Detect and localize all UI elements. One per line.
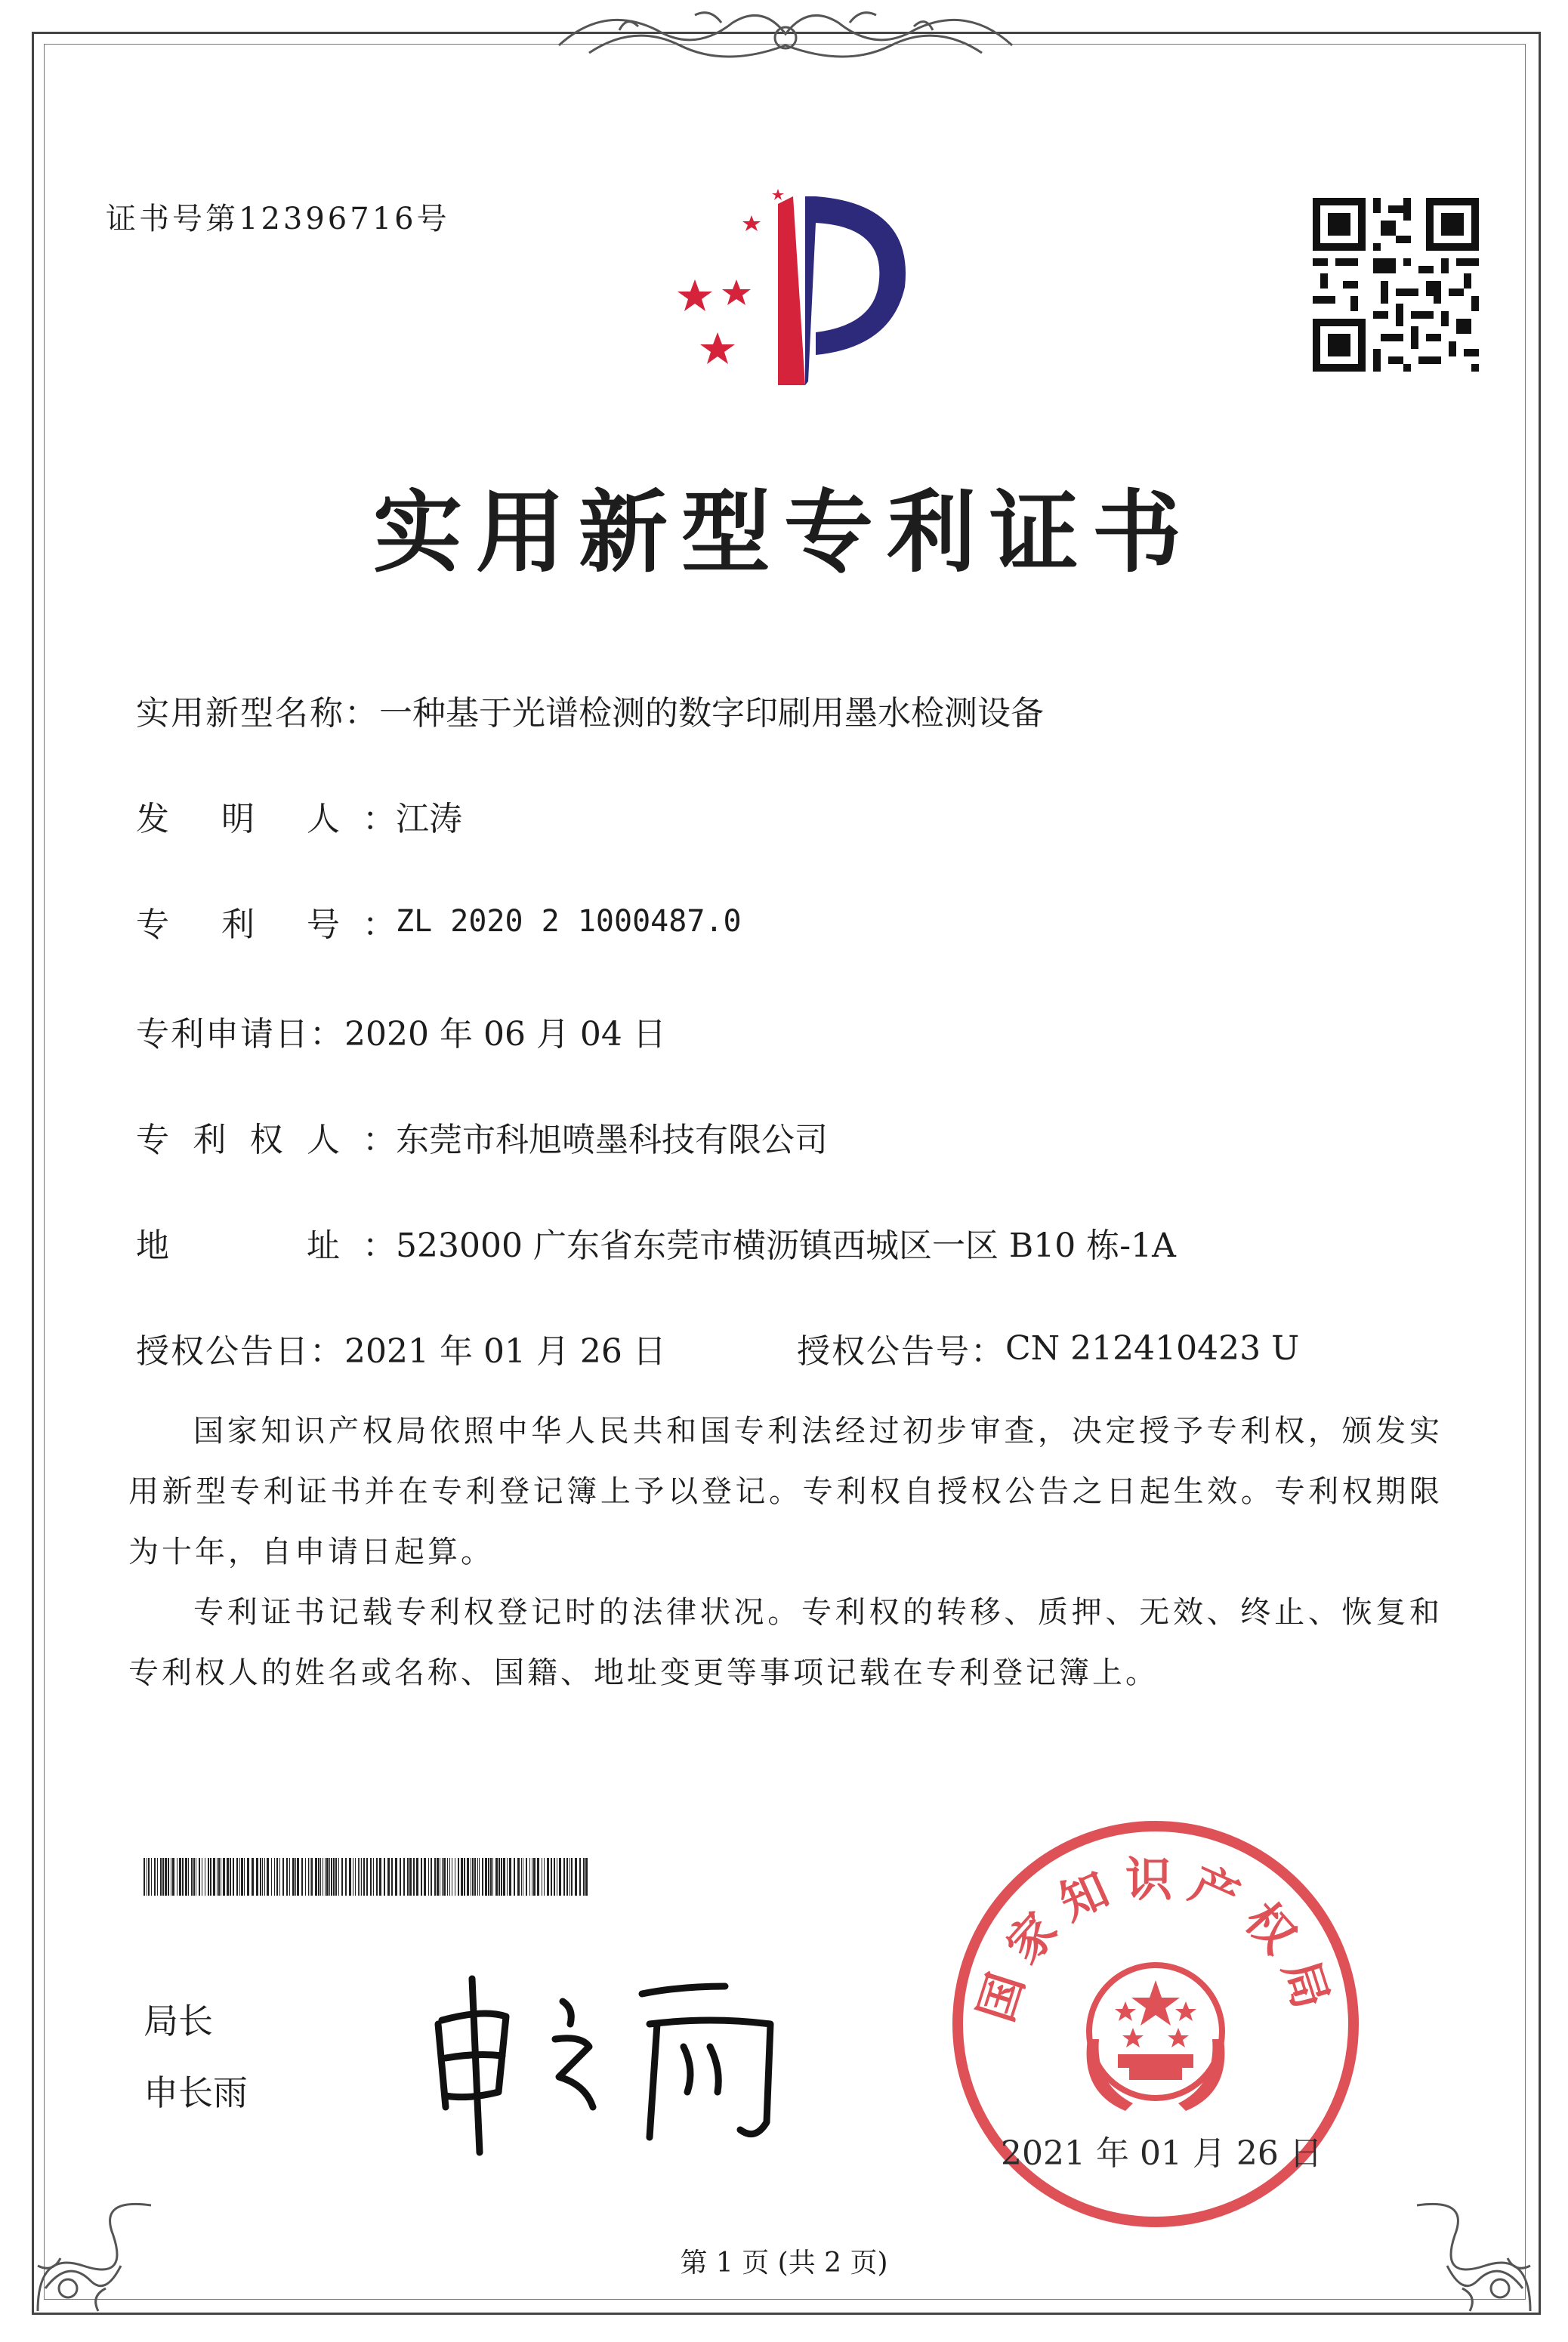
barcode-bar xyxy=(472,1858,474,1896)
barcode-bar xyxy=(529,1858,530,1896)
barcode-bar xyxy=(409,1858,412,1896)
barcode-bar xyxy=(331,1858,332,1896)
field-patentee xyxy=(136,1114,828,1159)
field-label xyxy=(136,1218,363,1267)
barcode-bar xyxy=(507,1858,508,1896)
barcode-bar xyxy=(373,1858,374,1896)
barcode-bar xyxy=(363,1858,365,1896)
barcode-bar xyxy=(208,1858,209,1896)
barcode-bar xyxy=(308,1858,309,1896)
seal-date: 2021 年 01 月 26 日 xyxy=(1001,2134,1323,2173)
barcode-bar xyxy=(241,1858,243,1896)
barcode-bar xyxy=(443,1858,446,1896)
barcode-bar xyxy=(434,1858,436,1896)
field-value-inventor: 江涛 xyxy=(396,800,462,838)
field-value-application-date: 2020 年 06 月 04 日 xyxy=(344,1015,666,1054)
label-colon: ： xyxy=(363,1121,396,1159)
label-char: 人 xyxy=(307,800,340,838)
barcode-bar xyxy=(244,1858,245,1896)
barcode-bar xyxy=(236,1858,238,1896)
label-colon: ： xyxy=(363,906,396,944)
barcode-bar xyxy=(533,1858,536,1896)
barcode-bar xyxy=(544,1858,545,1896)
barcode-bar xyxy=(579,1858,581,1896)
barcode-bar xyxy=(490,1858,492,1896)
label-char: 专 xyxy=(136,1121,169,1159)
barcode-bar xyxy=(384,1858,385,1896)
barcode-bar xyxy=(416,1858,418,1896)
barcode-bar xyxy=(391,1858,393,1896)
barcode-bar xyxy=(326,1858,329,1896)
label-colon: ： xyxy=(363,1227,396,1265)
barcode-bar xyxy=(267,1858,269,1896)
barcode-bar xyxy=(168,1858,169,1896)
barcode-bar xyxy=(193,1858,195,1896)
barcode-bar xyxy=(292,1858,295,1896)
barcode-bar xyxy=(239,1858,240,1896)
barcode-bar xyxy=(458,1858,459,1896)
barcode-bar xyxy=(191,1858,193,1896)
barcode-bar xyxy=(182,1858,184,1896)
field-patent-number xyxy=(136,899,742,944)
barcode-bar xyxy=(315,1858,317,1896)
field-value-patentee: 东莞市科旭喷墨科技有限公司 xyxy=(396,1121,828,1159)
barcode-bar xyxy=(437,1858,439,1896)
barcode-bar xyxy=(297,1858,299,1896)
bureau-title: 局长 xyxy=(144,2001,213,2041)
certificate-title: 实用新型专利证书 xyxy=(372,480,1195,585)
barcode-bar xyxy=(474,1858,476,1896)
barcode-bar xyxy=(345,1858,347,1896)
barcode-bar xyxy=(320,1858,321,1896)
barcode-bar xyxy=(482,1858,483,1896)
barcode-bar xyxy=(569,1858,570,1896)
barcode-bar xyxy=(260,1858,261,1896)
field-value-utility-model-name: 一种基于光谱检测的数字印刷用墨水检测设备 xyxy=(379,694,1044,733)
field-grant-announcement-number xyxy=(797,1325,1299,1371)
barcode-bar xyxy=(247,1858,249,1896)
barcode-bar xyxy=(358,1858,359,1896)
barcode-bar xyxy=(295,1858,296,1896)
barcode-bar xyxy=(431,1858,432,1896)
barcode-bar xyxy=(514,1858,515,1896)
bureau-name: 申长雨 xyxy=(144,2072,248,2113)
barcode-bar xyxy=(376,1858,378,1896)
barcode-bar xyxy=(311,1858,313,1896)
barcode-bar xyxy=(449,1858,450,1896)
barcode-bar xyxy=(165,1858,167,1896)
barcode-bar xyxy=(537,1858,539,1896)
patent-logo-icon xyxy=(665,181,921,393)
barcode-bar xyxy=(526,1858,527,1896)
barcode-bar xyxy=(442,1858,443,1896)
barcode-bar xyxy=(503,1858,505,1896)
field-inventor xyxy=(136,793,462,838)
statement-paragraph: 国家知识产权局依照中华人民共和国专利法经过初步审查，决定授予专利权，颁发实用新型专利证书并在专利登记簿上予以登记。专利权自授权公告之日起生效。专利权期限为十年，自申请日起算。 xyxy=(128,1414,1443,1569)
barcode-bar xyxy=(498,1858,500,1896)
barcode-bar xyxy=(160,1858,162,1896)
barcode-bar xyxy=(571,1858,573,1896)
barcode-bar xyxy=(495,1858,498,1896)
barcode-bar xyxy=(566,1858,568,1896)
barcode-bar xyxy=(379,1858,381,1896)
page-indicator: 第 1 页 (共 2 页) xyxy=(680,2248,888,2279)
barcode-bar xyxy=(407,1858,409,1896)
barcode-bar xyxy=(400,1858,401,1896)
barcode-bar xyxy=(286,1858,288,1896)
field-label: 实用新型名称： xyxy=(136,694,379,733)
barcode-bar xyxy=(305,1858,306,1896)
barcode-bar xyxy=(355,1858,356,1896)
barcode-bar xyxy=(223,1858,225,1896)
barcode-bar xyxy=(151,1858,152,1896)
barcode-bar xyxy=(329,1858,330,1896)
barcode-bar xyxy=(501,1858,502,1896)
barcode-bar xyxy=(279,1858,280,1896)
barcode-bar xyxy=(199,1858,200,1896)
barcode-bar xyxy=(479,1858,480,1896)
barcode-bar xyxy=(274,1858,275,1896)
field-label xyxy=(136,897,363,946)
barcode-bar xyxy=(289,1858,290,1896)
barcode-bar xyxy=(144,1858,145,1896)
statement-paragraph: 专利证书记载专利权登记时的法律状况。专利权的转移、质押、无效、终止、恢复和专利权人的姓名或名称、国籍、地址变更等事项记载在专利登记簿上。 xyxy=(128,1595,1443,1690)
barcode-bar xyxy=(370,1858,372,1896)
barcode-bar xyxy=(301,1858,303,1896)
barcode-bar xyxy=(477,1858,478,1896)
field-label xyxy=(136,1112,363,1161)
field-address xyxy=(136,1220,1176,1265)
label-colon: ： xyxy=(363,800,396,838)
barcode-bar xyxy=(521,1858,522,1896)
barcode-bar xyxy=(421,1858,422,1896)
barcode-bar xyxy=(554,1858,555,1896)
barcode-bar xyxy=(264,1858,265,1896)
top-ornament-icon xyxy=(544,0,1027,76)
field-label: 专利申请日： xyxy=(136,1015,344,1054)
barcode-bar xyxy=(387,1858,390,1896)
svg-text:国家知识产权局: 国家知识产权局 xyxy=(968,1852,1344,2029)
barcode-bar xyxy=(185,1858,187,1896)
barcode-bar xyxy=(464,1858,465,1896)
qr-code-icon xyxy=(1313,198,1479,372)
label-char: 号 xyxy=(307,906,340,944)
field-value-address: 523000 广东省东莞市横沥镇西城区一区 B10 栋-1A xyxy=(396,1227,1176,1265)
barcode-bar xyxy=(213,1858,215,1896)
barcode-bar xyxy=(341,1858,343,1896)
barcode-bar xyxy=(233,1858,234,1896)
field-value-grant-announcement-number: CN 212410423 U xyxy=(1005,1328,1300,1368)
barcode-bar xyxy=(547,1858,549,1896)
barcode-bar xyxy=(509,1858,511,1896)
barcode-bar xyxy=(551,1858,552,1896)
field-value-grant-announcement-date: 2021 年 01 月 26 日 xyxy=(344,1332,666,1371)
field-label: 授权公告号： xyxy=(797,1332,1005,1371)
barcode-bar xyxy=(349,1858,351,1896)
barcode-bar xyxy=(157,1858,158,1896)
label-char: 利 xyxy=(221,906,255,944)
barcode-bar xyxy=(325,1858,326,1896)
barcode-bar xyxy=(210,1858,211,1896)
label-char: 发 xyxy=(136,800,169,838)
label-char: 利 xyxy=(193,1121,227,1159)
barcode-bar xyxy=(517,1858,520,1896)
barcode-bar xyxy=(424,1858,426,1896)
barcode-bar xyxy=(485,1858,487,1896)
field-utility-model-name xyxy=(136,687,1044,733)
barcode-icon xyxy=(144,1858,589,1896)
barcode-bar xyxy=(318,1858,319,1896)
barcode-bar xyxy=(271,1858,272,1896)
barcode-bar xyxy=(335,1858,337,1896)
barcode-bar xyxy=(461,1858,463,1896)
field-application-date xyxy=(136,1008,666,1054)
barcode-bar xyxy=(218,1858,220,1896)
barcode-bar xyxy=(559,1858,561,1896)
barcode-bar xyxy=(179,1858,181,1896)
label-char: 明 xyxy=(221,800,255,838)
barcode-bar xyxy=(413,1858,415,1896)
signature-icon xyxy=(423,1964,801,2160)
label-char: 地 xyxy=(136,1227,169,1265)
barcode-bar xyxy=(361,1858,362,1896)
barcode-bar xyxy=(188,1858,189,1896)
barcode-bar xyxy=(276,1858,278,1896)
barcode-bar xyxy=(488,1858,489,1896)
barcode-bar xyxy=(154,1858,156,1896)
barcode-bar xyxy=(467,1858,469,1896)
barcode-bar xyxy=(395,1858,397,1896)
barcode-bar xyxy=(575,1858,577,1896)
barcode-bar xyxy=(262,1858,263,1896)
barcode-bar xyxy=(252,1858,254,1896)
field-label xyxy=(136,791,363,840)
barcode-bar xyxy=(162,1858,164,1896)
barcode-bar xyxy=(333,1858,335,1896)
barcode-bar xyxy=(230,1858,231,1896)
barcode-bar xyxy=(492,1858,493,1896)
field-label: 授权公告日： xyxy=(136,1332,344,1371)
barcode-bar xyxy=(563,1858,565,1896)
barcode-bar xyxy=(227,1858,229,1896)
certificate-number: 证书号第12396716号 xyxy=(106,202,450,236)
barcode-bar xyxy=(282,1858,284,1896)
label-char: 权 xyxy=(249,1121,283,1159)
label-char: 专 xyxy=(136,906,169,944)
barcode-bar xyxy=(256,1858,258,1896)
barcode-bar xyxy=(583,1858,585,1896)
label-char: 址 xyxy=(307,1227,340,1265)
field-value-patent-number: ZL 2020 2 1000487.0 xyxy=(396,904,742,939)
barcode-bar xyxy=(585,1858,588,1896)
barcode-bar xyxy=(148,1858,150,1896)
barcode-bar xyxy=(338,1858,339,1896)
label-char: 人 xyxy=(306,1121,340,1159)
barcode-bar xyxy=(172,1858,174,1896)
barcode-bar xyxy=(366,1858,368,1896)
field-grant-announcement-date xyxy=(136,1325,666,1371)
barcode-bar xyxy=(428,1858,429,1896)
barcode-bar xyxy=(447,1858,448,1896)
barcode-bar xyxy=(217,1858,218,1896)
barcode-bar xyxy=(403,1858,405,1896)
